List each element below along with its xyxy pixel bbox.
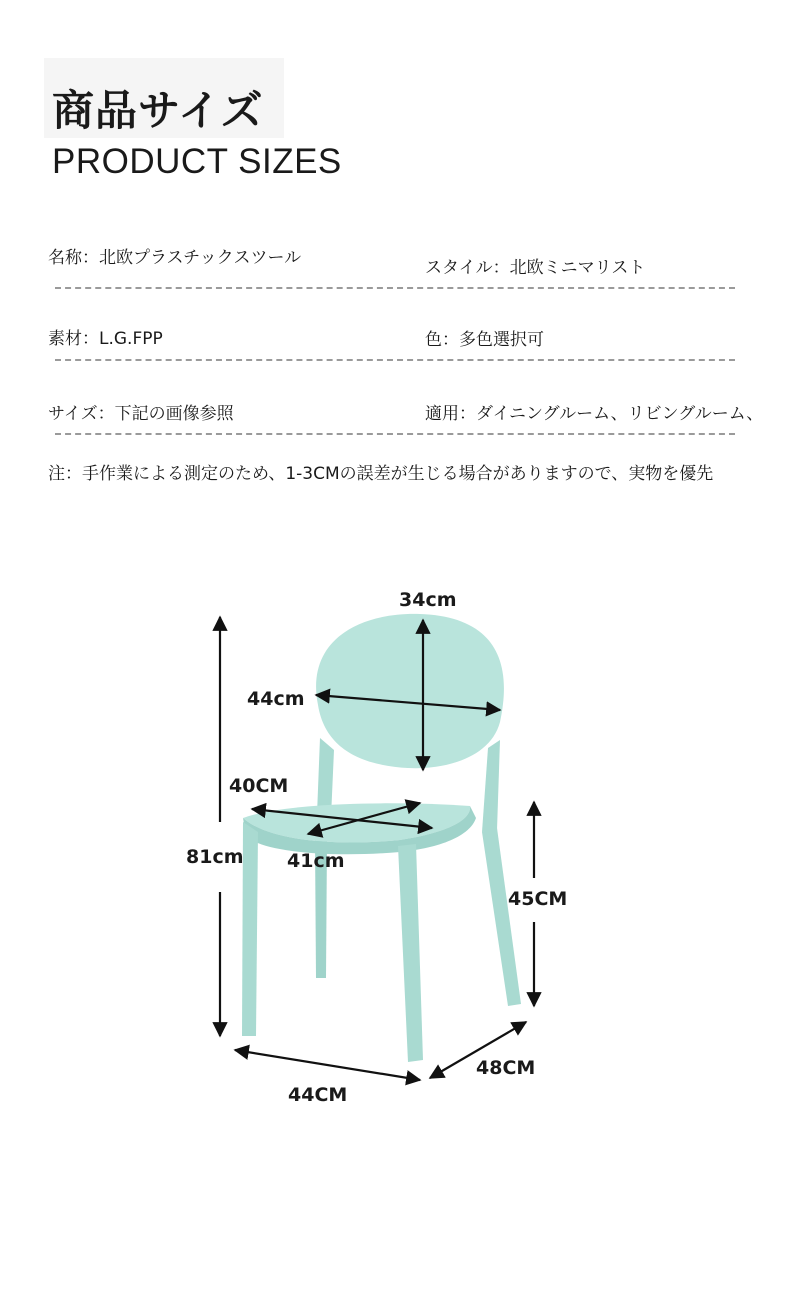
base-depth-label: 48CM bbox=[476, 1057, 536, 1079]
spec-use-label: 適用： bbox=[425, 404, 476, 424]
total-height-label: 81cm bbox=[186, 846, 244, 868]
chair-front-right-leg bbox=[398, 844, 423, 1062]
back-width-label: 44cm bbox=[247, 688, 305, 710]
base-width-arrow bbox=[235, 1050, 420, 1080]
chair-back-right-leg bbox=[482, 828, 521, 1006]
chair-illustration bbox=[242, 614, 521, 1062]
measurement-note: 注：手作業による測定のため、1-3CMの誤差が生じる場合がありますので、実物を優先 bbox=[48, 464, 714, 484]
spec-name-label: 名称： bbox=[48, 248, 99, 268]
spec-use bbox=[425, 404, 763, 424]
spec-name bbox=[48, 248, 308, 268]
page-subtitle: PRODUCT SIZES bbox=[52, 142, 342, 181]
chair-backrest bbox=[316, 614, 504, 768]
spec-style bbox=[425, 258, 645, 278]
chair-dimension-diagram bbox=[0, 540, 790, 1140]
base-width-label: 44CM bbox=[288, 1084, 348, 1106]
spec-color-value: 多色選択可 bbox=[459, 330, 544, 350]
spec-size-label: サイズ： bbox=[48, 404, 115, 424]
spec-name-value: 北欧プラスチックスツール bbox=[99, 248, 302, 268]
spec-material bbox=[48, 329, 163, 349]
page-title: 商品サイズ bbox=[52, 86, 264, 135]
spec-style-label: スタイル： bbox=[425, 258, 510, 278]
chair-back-support bbox=[482, 740, 500, 832]
seat-height-label: 45CM bbox=[508, 888, 568, 910]
seat-width-label: 41cm bbox=[287, 850, 345, 872]
spec-color-label: 色： bbox=[425, 330, 459, 350]
chair-front-left-leg bbox=[242, 822, 258, 1036]
seat-depth-label: 40CM bbox=[229, 775, 289, 797]
back-height-label: 34cm bbox=[399, 589, 457, 611]
spec-style-value: 北欧ミニマリスト bbox=[509, 258, 646, 278]
spec-material-label: 素材： bbox=[48, 329, 99, 349]
divider bbox=[55, 433, 735, 435]
divider bbox=[55, 287, 735, 289]
spec-material-value: L.G.FPP bbox=[99, 329, 163, 349]
spec-use-value: ダイニングルーム、リビングルーム、 bbox=[476, 404, 764, 424]
spec-size-value: 下記の画像参照 bbox=[114, 404, 234, 424]
divider bbox=[55, 359, 735, 361]
spec-color bbox=[425, 330, 544, 350]
spec-size bbox=[48, 404, 234, 424]
